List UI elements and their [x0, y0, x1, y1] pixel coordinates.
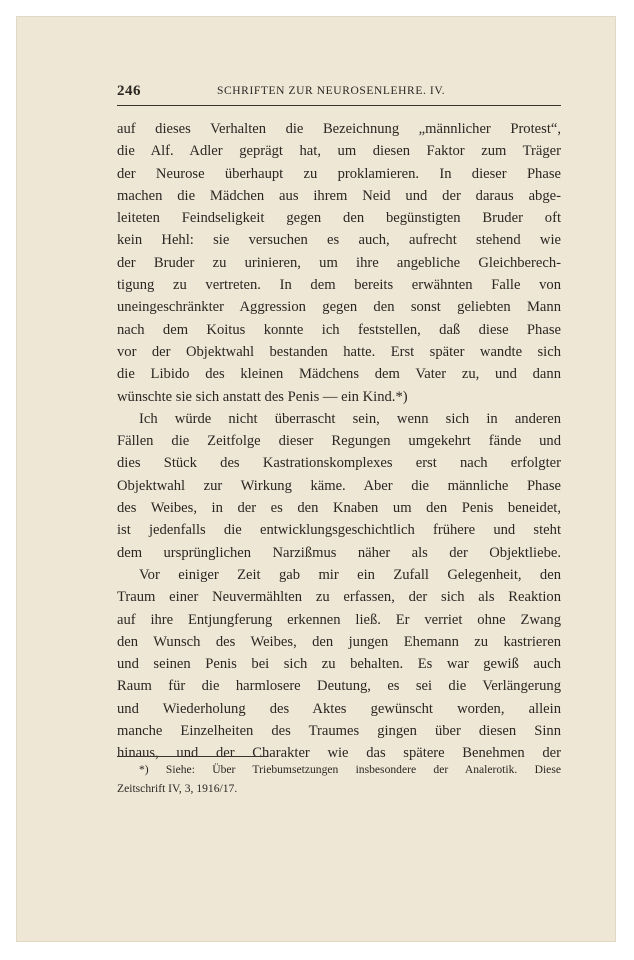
text-line: wünschte sie sich anstatt des Penis — ein Kind.*) [117, 388, 408, 405]
text-line: dies Stück des Kastrationskomplexes erst nach erfolgter [117, 455, 561, 472]
text-line: Ich würde nicht überrascht sein, wenn sich in anderen [139, 410, 561, 427]
text-line: machen die Mädchen aus ihrem Neid und der daraus abge- [117, 187, 561, 204]
footnote [117, 760, 561, 798]
text-line: kein Hehl: sie versuchen es auch, aufrecht stehend wie [117, 232, 561, 249]
text-line: auf ihre Entjungferung erkennen ließ. Er verriet ohne Zwang [117, 611, 561, 628]
text-line: Traum einer Neuvermählten zu erfassen, der sich als Reaktion [117, 589, 561, 606]
text-line: Objektwahl zur Wirkung käme. Aber die männliche Phase [117, 477, 561, 494]
footnote-divider [117, 756, 267, 757]
text-line: der Neurose überhaupt zu proklamieren. In dieser Phase [117, 165, 561, 182]
footnote-line: Zeitschrift IV, 3, 1916/17. [117, 782, 238, 795]
text-line: Fällen die Zeitfolge dieser Regungen umgekehrt fände und [117, 433, 561, 450]
footnote-line: *) Siehe: Über Triebumsetzungen insbesondere der Analerotik. Diese [139, 763, 561, 776]
page-number: 246 [117, 83, 141, 99]
text-line: den Wunsch des Weibes, den jungen Ehemann zu kastrieren [117, 633, 561, 650]
text-line: tigung zu vertreten. In dem bereits erwähnten Falle von [117, 277, 561, 294]
text-line: Vor einiger Zeit gab mir ein Zufall Gelegenheit, den [139, 566, 561, 583]
text-line: nach dem Koitus konnte ich feststellen, daß diese Phase [117, 321, 561, 338]
text-line: hinaus, und der Charakter wie das spätere Benehmen der [117, 745, 561, 762]
text-line: die Alf. Adler geprägt hat, um diesen Faktor zum Träger [117, 143, 561, 160]
text-line: des Weibes, in der es den Knaben um den Penis beneidet, [117, 500, 561, 517]
text-line: vor der Objektwahl bestanden hatte. Erst später wandte sich [117, 343, 561, 360]
text-line: dem ursprünglichen Narzißmus näher als der Objektliebe. [117, 544, 561, 561]
text-line: und Wiederholung des Aktes gewünscht worden, allein [117, 700, 561, 717]
text-line: die Libido des kleinen Mädchens dem Vater zu, und dann [117, 366, 561, 383]
text-line: Raum für die harmlosere Deutung, es sei die Verlängerung [117, 678, 561, 695]
text-line: manche Einzelheiten des Traumes gingen über diesen Sinn [117, 723, 561, 740]
text-line: auf dieses Verhalten die Bezeichnung „männlicher Protest“, [117, 121, 561, 137]
running-title: SCHRIFTEN ZUR NEUROSENLEHRE. IV. [217, 85, 446, 97]
text-line: ist jedenfalls die entwicklungsgeschichtlich frühere und steht [117, 522, 561, 539]
text-line: leiteten Feindseligkeit gegen den begünstigten Bruder oft [117, 210, 561, 227]
page-header [117, 83, 561, 106]
body-text [117, 118, 561, 765]
text-line: uneingeschränkter Aggression gegen den sonst geliebten Mann [117, 299, 561, 316]
text-line: der Bruder zu urinieren, um ihre angebliche Gleichberech- [117, 254, 561, 271]
text-line: und seinen Penis bei sich zu behalten. Es war gewiß auch [117, 656, 561, 673]
